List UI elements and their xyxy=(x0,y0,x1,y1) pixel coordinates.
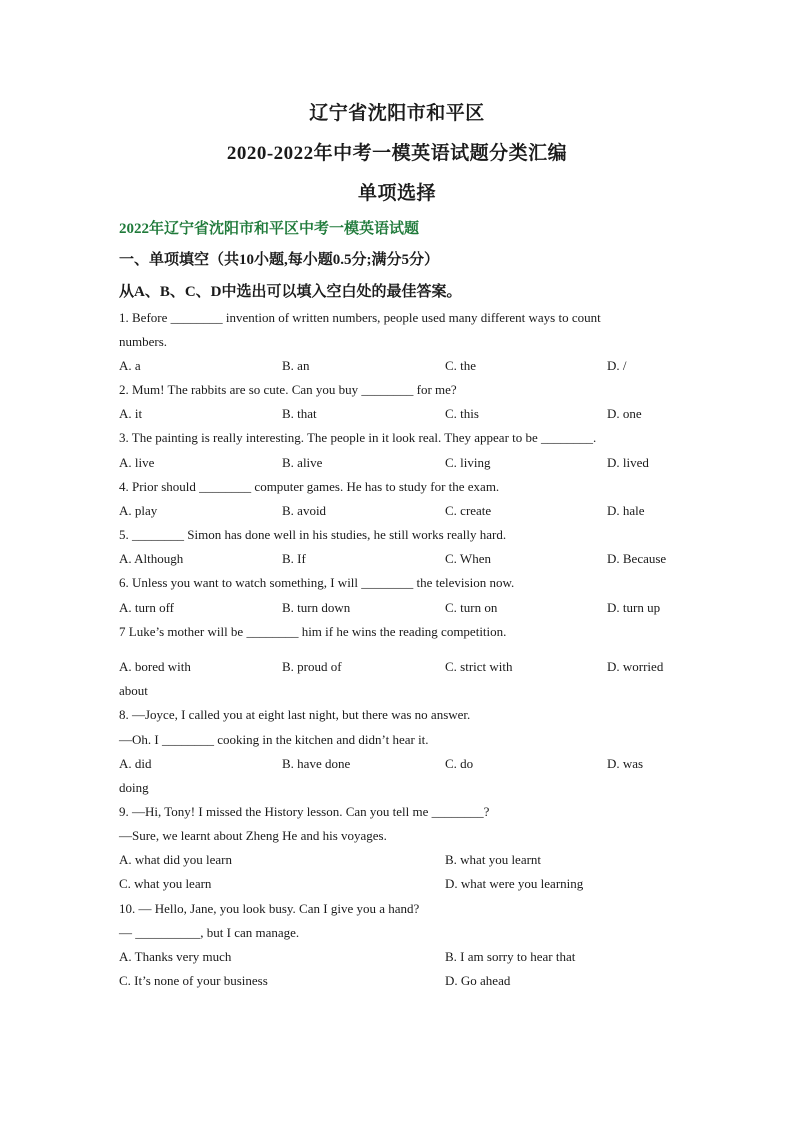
question-2-option-b: B. that xyxy=(282,406,317,421)
question-5-option-d: D. Because xyxy=(607,551,667,566)
question-4-stem: 4. Prior should ________ computer games. He has to study for the exam. xyxy=(119,479,500,494)
question-6-option-b: B. turn down xyxy=(282,600,351,615)
section-instruction: 从A、B、C、D中选出可以填入空白处的最佳答案。 xyxy=(119,284,462,300)
question-6-option-d: D. turn up xyxy=(607,600,661,615)
question-7-stem: 7 Luke’s mother will be ________ him if he wins the reading competition. xyxy=(119,624,507,639)
question-8-stem-cont: —Oh. I ________ cooking in the kitchen and didn’t hear it. xyxy=(119,732,429,747)
question-5-option-a: A. Although xyxy=(119,551,184,566)
question-3-option-c: C. living xyxy=(445,455,491,470)
question-3-option-b: B. alive xyxy=(282,455,323,470)
question-9-stem: 9. —Hi, Tony! I missed the History lesson. Can you tell me ________? xyxy=(119,804,490,819)
document-title-line1: 辽宁省沈阳市和平区 xyxy=(309,103,485,124)
exam-title: 2022年辽宁省沈阳市和平区中考一模英语试题 xyxy=(119,221,420,237)
question-8-option-a: A. did xyxy=(119,756,152,771)
question-8-stem: 8. —Joyce, I called you at eight last night, but there was no answer. xyxy=(119,707,471,722)
question-1-option-c: C. the xyxy=(445,358,477,373)
question-9-option-a: A. what did you learn xyxy=(119,852,233,867)
question-2-stem: 2. Mum! The rabbits are so cute. Can you buy ________ for me? xyxy=(119,382,457,397)
question-3-option-d: D. lived xyxy=(607,455,649,470)
question-8-option-d: D. was xyxy=(607,756,644,771)
question-4-option-b: B. avoid xyxy=(282,503,327,518)
question-9-option-b: B. what you learnt xyxy=(445,852,542,867)
question-1-stem: 1. Before ________ invention of written numbers, people used many different ways to count xyxy=(119,310,601,325)
question-10-option-b: B. I am sorry to hear that xyxy=(445,949,576,964)
question-10-option-c: C. It’s none of your business xyxy=(119,973,268,988)
question-8-option-d-wrap: doing xyxy=(119,780,149,795)
question-5-option-c: C. When xyxy=(445,551,491,566)
question-10-stem-cont: — __________, but I can manage. xyxy=(119,925,300,940)
question-4-option-d: D. hale xyxy=(607,503,645,518)
section-heading: 一、单项填空（共10小题,每小题0.5分;满分5分） xyxy=(119,252,439,268)
question-2-option-a: A. it xyxy=(119,406,143,421)
question-5-stem: 5. ________ Simon has done well in his studies, he still works really hard. xyxy=(119,527,507,542)
question-5-option-b: B. If xyxy=(282,551,306,566)
question-8-option-b: B. have done xyxy=(282,756,351,771)
question-10-option-d: D. Go ahead xyxy=(445,973,511,988)
question-8-option-c: C. do xyxy=(445,756,474,771)
question-6-option-a: A. turn off xyxy=(119,600,175,615)
document-title-line3: 单项选择 xyxy=(357,183,436,204)
question-1-stem-cont: numbers. xyxy=(119,334,168,349)
question-7-option-d-wrap: about xyxy=(119,683,148,698)
question-10-option-a: A. Thanks very much xyxy=(119,949,232,964)
question-1-option-b: B. an xyxy=(282,358,310,373)
question-1-option-d: D. / xyxy=(607,358,627,373)
question-7-option-c: C. strict with xyxy=(445,659,513,674)
question-1-option-a: A. a xyxy=(119,358,141,373)
question-4-option-c: C. create xyxy=(445,503,492,518)
question-9-option-c: C. what you learn xyxy=(119,876,212,891)
document-title-line2: 2020-2022年中考一模英语试题分类汇编 xyxy=(226,143,568,164)
question-9-option-d: D. what were you learning xyxy=(445,876,584,891)
question-6-stem: 6. Unless you want to watch something, I will ________ the television now. xyxy=(119,575,515,590)
question-4-option-a: A. play xyxy=(119,503,158,518)
question-10-stem: 10. — Hello, Jane, you look busy. Can I give you a hand? xyxy=(119,901,420,916)
question-2-option-d: D. one xyxy=(607,406,642,421)
question-6-option-c: C. turn on xyxy=(445,600,498,615)
question-3-stem: 3. The painting is really interesting. The people in it look real. They appear to be ________. xyxy=(119,430,597,445)
question-7-option-a: A. bored with xyxy=(119,659,191,674)
question-2-option-c: C. this xyxy=(445,406,479,421)
question-9-stem-cont: —Sure, we learnt about Zheng He and his voyages. xyxy=(119,828,387,843)
question-7-option-b: B. proud of xyxy=(282,659,342,674)
question-7-option-d: D. worried xyxy=(607,659,664,674)
question-3-option-a: A. live xyxy=(119,455,155,470)
